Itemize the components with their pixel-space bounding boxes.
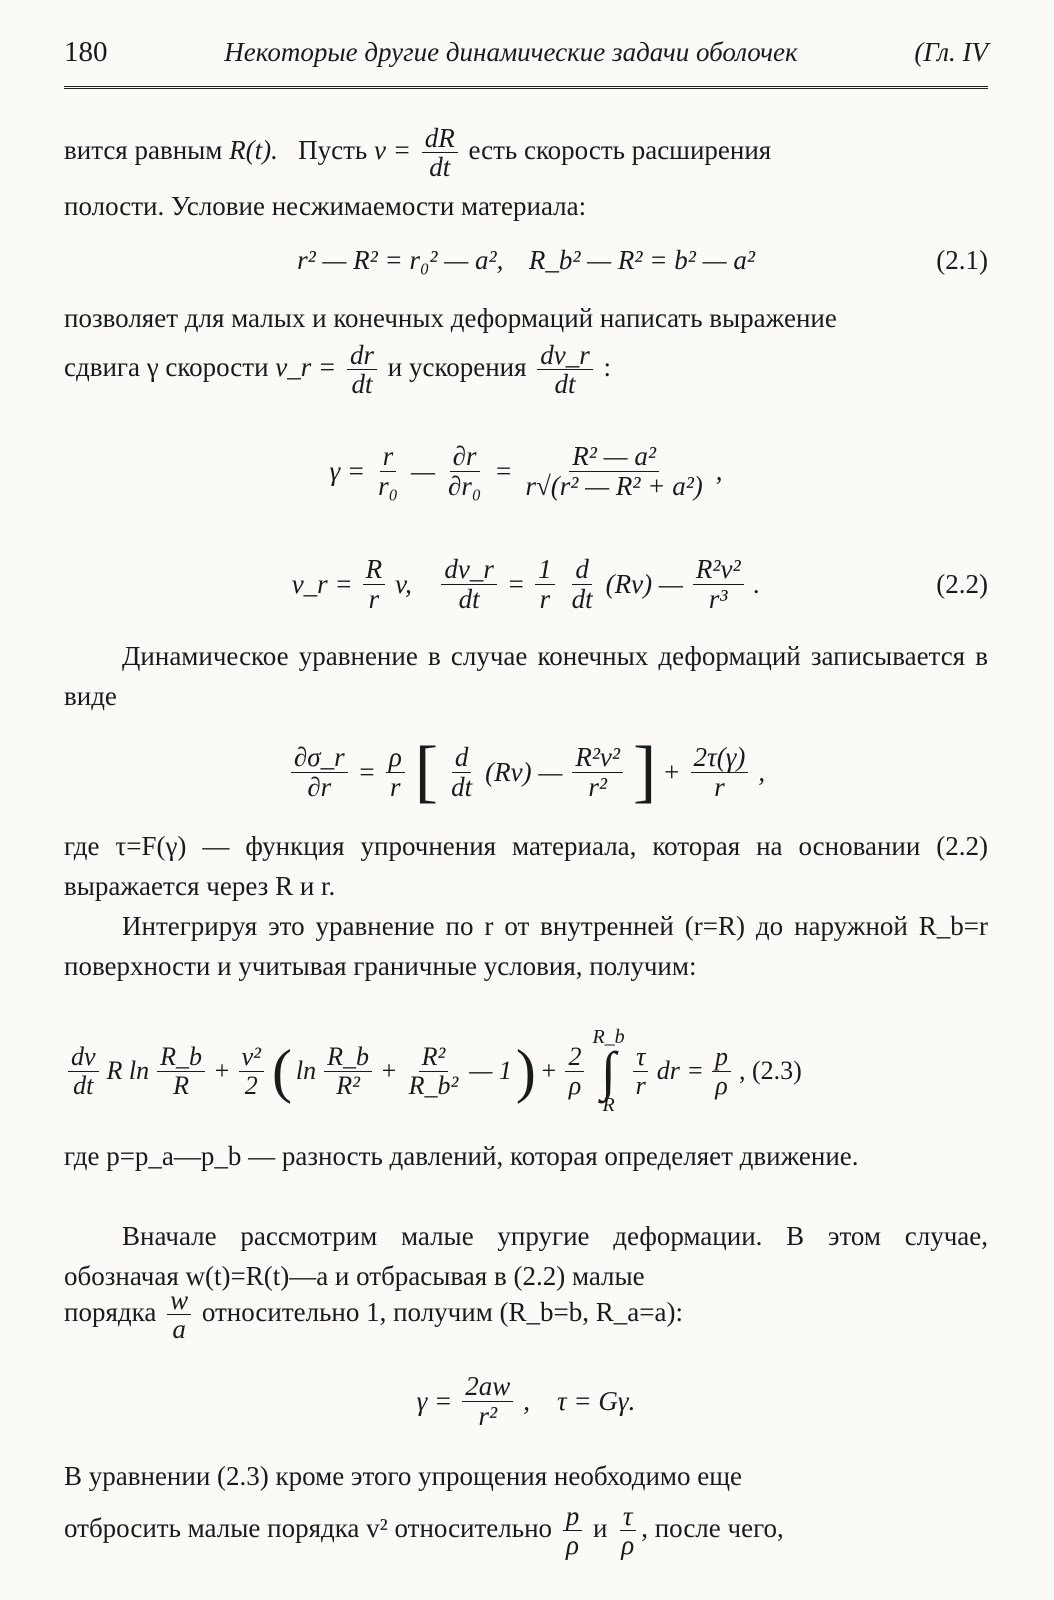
page-number: 180 (64, 36, 108, 68)
paragraph-4: где τ=F(γ) — функция упрочнения материала, которая на основании (2.2) выражается через R и r. (64, 831, 988, 901)
paragraph-8-line-2: отбросить малые порядка v² относительно $\frac{p}{\rho}$ и $\frac{\tau}{\rho}$ , после чего, (64, 1501, 784, 1561)
equation-2-3: $\frac{dv}{dt}$ R ln $\frac{R\_b}{R}$ + $\frac{\text{v²}}{2}$ ( ln $\frac{R\_b}{\text{R²}}$ + $\frac{\text{R²}}{\text{R\_b²}}$ — 1 ) + $\frac{2}{\rho}$ R_b ∫ R $\frac{\tau}{r}$ dr = $\frac{p}{\rho}$ , (2.3) (64, 1016, 988, 1126)
equation-2-2: v_r = $\frac{R}{r}$ v, $\frac{dv\_r}{dt}$ = $\frac{1}{r}$ $\frac{d}{dt}$ (Rv) — $\frac{\text{R²v²}}{\text{r³}}$ . (2.2) (291, 554, 988, 614)
page-header (64, 36, 988, 89)
fraction-dR-dt: $\frac{dR}{dt}$ (422, 124, 458, 182)
equation-small-deformation: γ = $\frac{2aw}{\text{r²}}$ , τ = Gγ. (416, 1371, 636, 1431)
paragraph-1: вится равным R(t). Пусть v = $\frac{dR}{dt}$ есть скорость расширения (64, 123, 772, 183)
integral-sign: R_b ∫ R (592, 1025, 625, 1117)
book-page (64, 36, 988, 1576)
paragraph-6: где p=p_a—p_b — разность давлений, которая определяет движение. (64, 1141, 859, 1171)
paragraph-7: Вначале рассмотрим малые упругие деформации. В этом случае, обозначая w(t)=R(t)—a и отбрасывая в (2.2) малые (64, 1221, 988, 1291)
fraction-dvr-dt: $\frac{dv\_r}{dt}$ (537, 341, 593, 399)
equation-dynamic: $\frac{\partial\sigma\_r}{\partial r}$ = $\frac{\rho}{r}$ [ $\frac{d}{dt}$ (Rv) — $\frac{\text{R²v²}}{\text{r²}}$ ] + $\frac{2\tau(\gamma)}{r}$ , (64, 732, 988, 812)
paragraph-2-line-2: сдвига γ скорости v_r = $\frac{dr}{dt}$ и ускорения $\frac{dv\_r}{dt}$ : (64, 340, 612, 400)
paragraph-5: Интегрируя это уравнение по r от внутренней (r=R) до наружной R_b=r поверхности и учитывая граничные условия, получим: (64, 911, 988, 981)
fraction-dr-dt: $\frac{dr}{dt}$ (347, 341, 377, 399)
equation-2-1: r² — R² = r₀² — a², R_b² — R² = b² — a² (2.1) (297, 244, 988, 275)
paragraph-2-line-1: позволяет для малых и конечных деформаций написать выражение (64, 303, 837, 333)
chapter-label: (Гл. IV (914, 37, 988, 67)
paragraph-8-line-1: В уравнении (2.3) кроме этого упрощения необходимо еще (64, 1461, 743, 1491)
running-title: Некоторые другие динамические задачи оболочек (224, 37, 798, 67)
equation-number: (2.1) (936, 244, 988, 275)
equation-gamma: γ = $\frac{r}{\text{r₀}}$ — $\frac{\partial r}{\text{∂r₀}}$ = $\frac{\text{R² — a²}}{\text{r√(r² — R² + a²)}}$ , (329, 441, 723, 501)
paragraph-3: Динамическое уравнение в случае конечных деформаций записывается в виде (64, 641, 988, 711)
paragraph-7-line-3: порядка $\frac{w}{a}$ относительно 1, получим (R_b=b, R_a=a): (64, 1285, 683, 1345)
equation-number: (2.2) (936, 568, 988, 599)
equation-number: , (2.3) (738, 1056, 802, 1085)
paragraph-1-line-2: полости. Условие несжимаемости материала: (64, 191, 587, 221)
